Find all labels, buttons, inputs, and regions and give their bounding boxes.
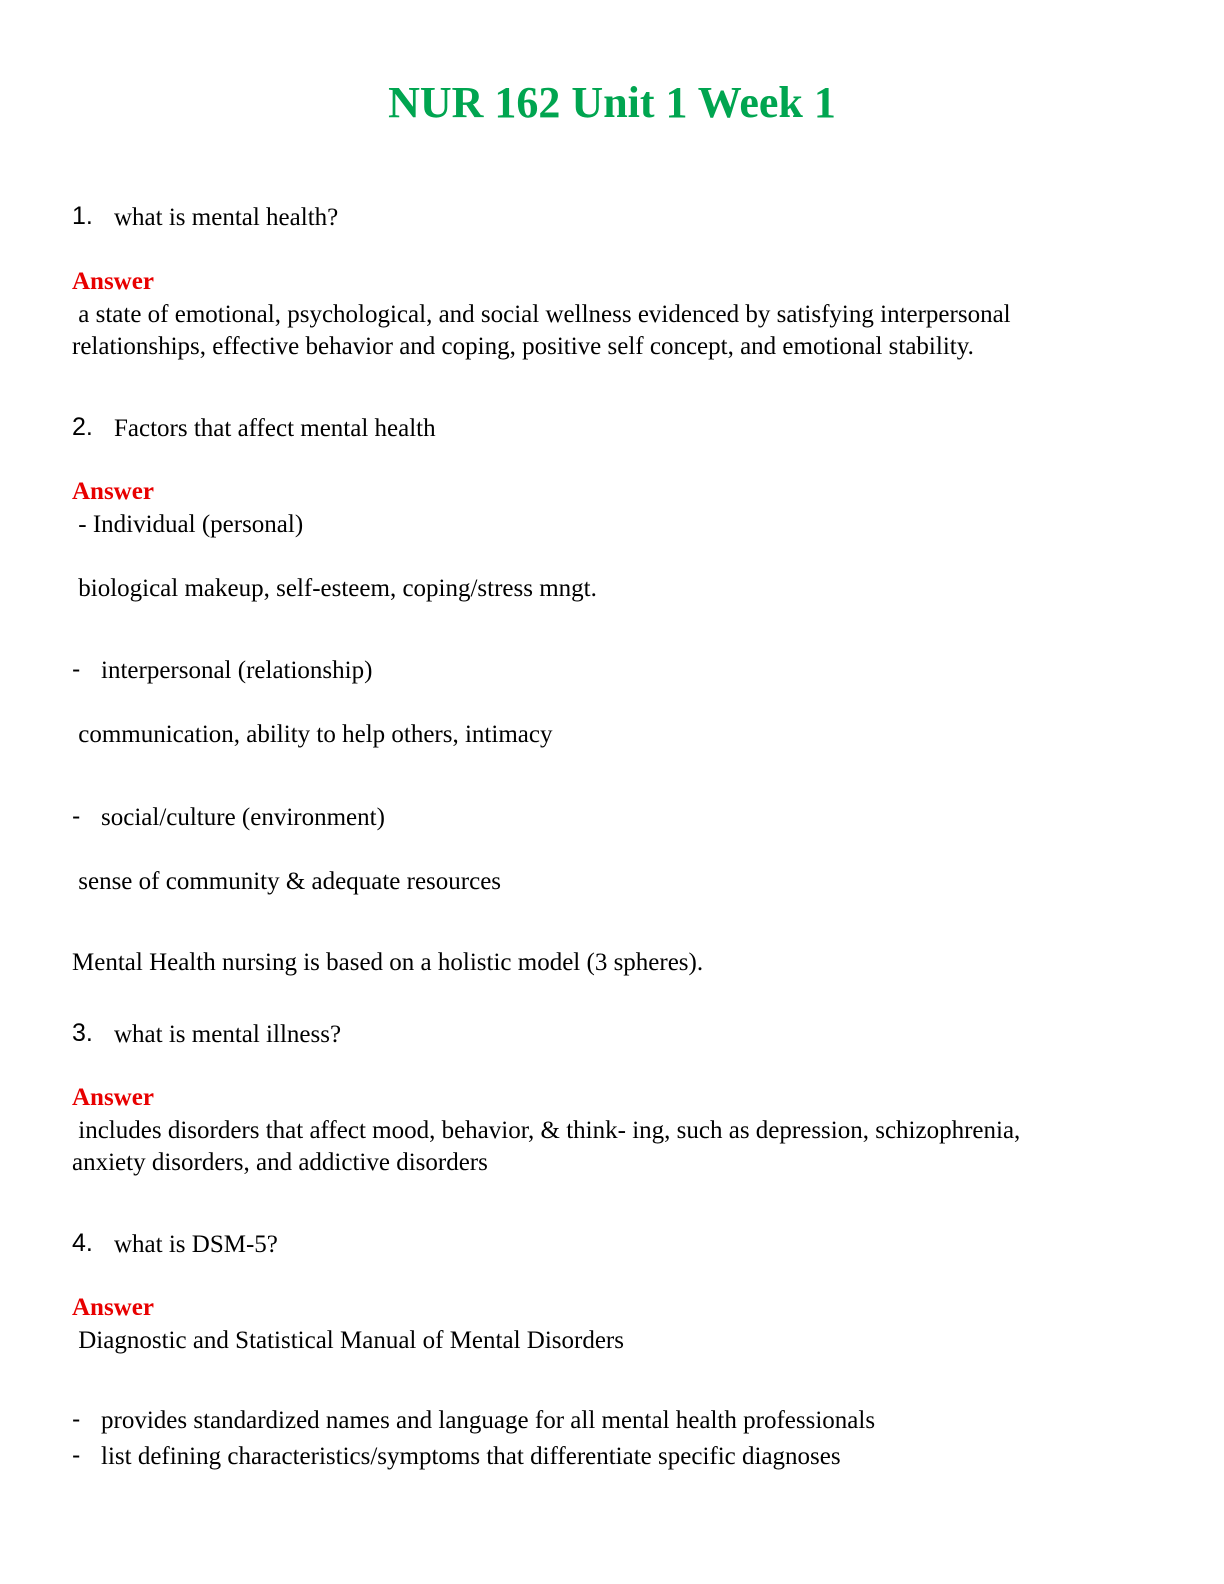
question-2-answer-line-1: - Individual (personal) xyxy=(72,511,304,538)
question-3-answer-line-2: anxiety disorders, and addictive disorders xyxy=(72,1149,488,1176)
question-2-answer-line-5: social/culture (environment) xyxy=(101,804,385,831)
question-2-answer-line-4: communication, ability to help others, intimacy xyxy=(72,721,553,748)
question-4-answer-line-2: provides standardized names and language for all mental health professionals xyxy=(101,1407,876,1434)
question-3-answer-line-1: includes disorders that affect mood, behavior, & think- ing, such as depression, schizophrenia, xyxy=(72,1117,1021,1144)
dash-bullet: - xyxy=(72,1405,81,1433)
question-4-text: what is DSM-5? xyxy=(114,1231,278,1258)
question-2-answer-label: Answer xyxy=(72,478,154,505)
question-1-answer-line-2: relationships, effective behavior and coping, positive self concept, and emotional stability. xyxy=(72,333,974,360)
question-2-answer-line-2: biological makeup, self-esteem, coping/stress mngt. xyxy=(72,575,597,602)
question-1-number: 1. xyxy=(72,202,93,230)
question-4-answer-line-3: list defining characteristics/symptoms that differentiate specific diagnoses xyxy=(101,1443,841,1470)
question-2-answer-line-6: sense of community & adequate resources xyxy=(72,868,502,895)
question-1-answer-label: Answer xyxy=(72,268,154,295)
question-4-answer-label: Answer xyxy=(72,1294,154,1321)
dash-bullet: - xyxy=(72,655,81,683)
question-4-number: 4. xyxy=(72,1229,93,1257)
question-1-text: what is mental health? xyxy=(114,204,339,231)
question-4-answer-line-1: Diagnostic and Statistical Manual of Mental Disorders xyxy=(72,1327,624,1354)
question-2-answer-line-7: Mental Health nursing is based on a holistic model (3 spheres). xyxy=(72,949,704,976)
document-title: NUR 162 Unit 1 Week 1 xyxy=(388,78,836,127)
question-3-number: 3. xyxy=(72,1019,93,1047)
question-1-answer-line-1: a state of emotional, psychological, and social wellness evidenced by satisfying interpersonal xyxy=(72,301,1011,328)
dash-bullet: - xyxy=(72,802,81,830)
dash-bullet: - xyxy=(72,1441,81,1469)
question-3-answer-label: Answer xyxy=(72,1084,154,1111)
question-3-text: what is mental illness? xyxy=(114,1021,342,1048)
question-2-answer-line-3: interpersonal (relationship) xyxy=(101,657,373,684)
question-2-text: Factors that affect mental health xyxy=(114,415,436,442)
question-2-number: 2. xyxy=(72,413,93,441)
